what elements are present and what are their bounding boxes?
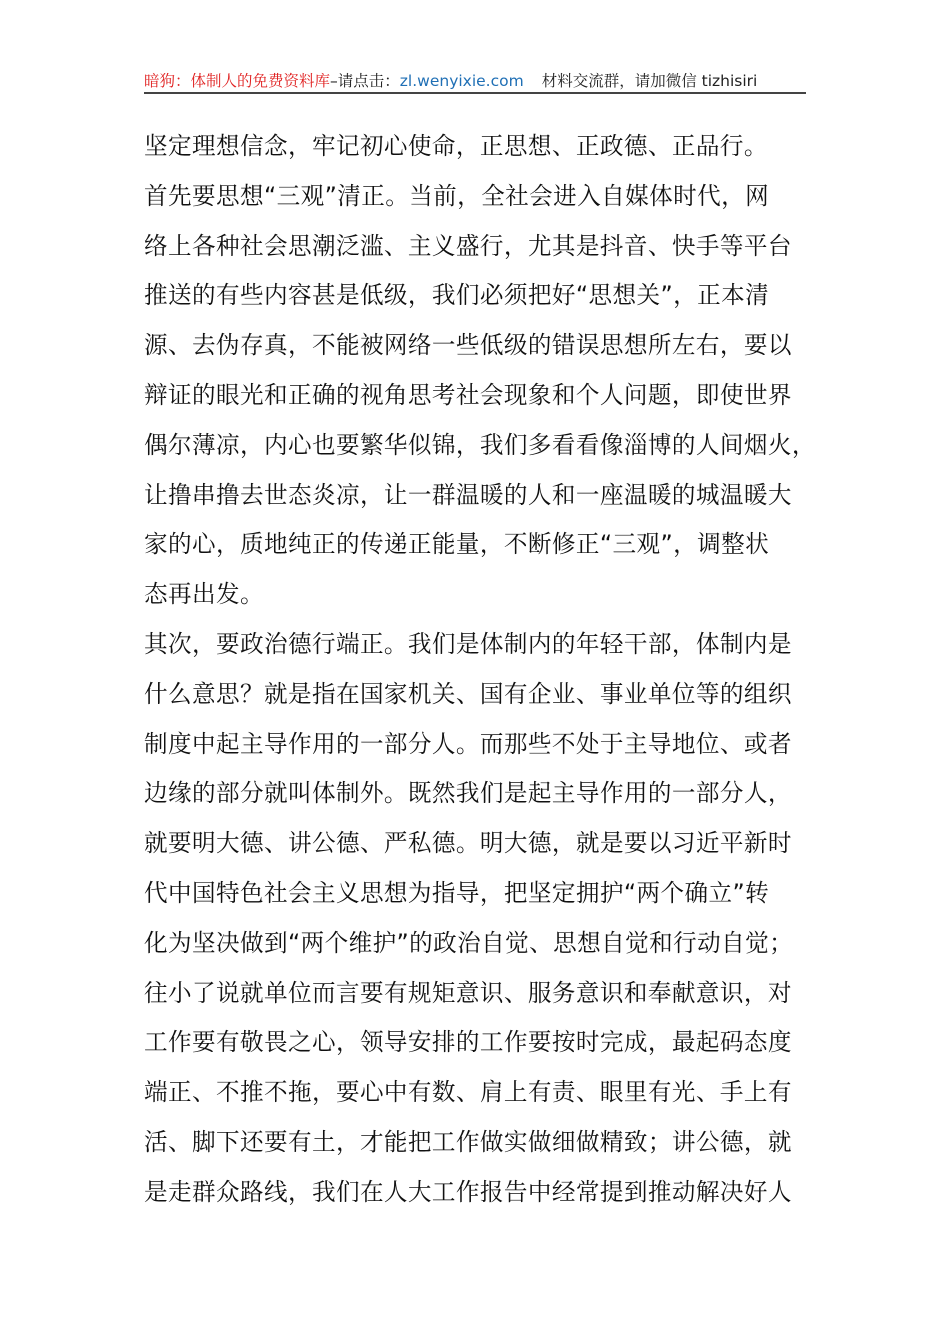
- text-line: 态再出发。: [144, 580, 264, 609]
- text-line: 首先要思想“三观”清正。当前，全社会进入自媒体时代，网: [144, 181, 770, 210]
- header-click-prompt: –请点击：: [330, 72, 400, 90]
- text-line: 偶尔薄凉，内心也要繁华似锦，我们多看看像淄博的人间烟火，: [144, 430, 816, 459]
- page-header: [144, 70, 806, 94]
- text-line: 往小了说就单位而言要有规矩意识、服务意识和奉献意识，对: [144, 978, 792, 1007]
- header-wechat-note: 材料交流群，请加微信 tizhisiri: [541, 72, 758, 90]
- text-line: 络上各种社会思潮泛滥、主义盛行，尤其是抖音、快手等平台: [144, 231, 792, 260]
- text-line: 活、脚下还要有土，才能把工作做实做细做精致；讲公德，就: [144, 1127, 792, 1156]
- text-line: 端正、不推不拖，要心中有数、肩上有责、眼里有光、手上有: [144, 1078, 792, 1107]
- text-line: 其次，要政治德行端正。我们是体制内的年轻干部，体制内是: [144, 629, 792, 658]
- text-line: 边缘的部分就叫体制外。既然我们是起主导作用的一部分人，: [144, 779, 792, 808]
- text-line: 辩证的眼光和正确的视角思考社会现象和个人问题，即使世界: [144, 380, 792, 409]
- text-line: 什么意思？就是指在国家机关、国有企业、事业单位等的组织: [144, 679, 792, 708]
- text-line: 推送的有些内容甚是低级，我们必须把好“思想关”，正本清: [144, 281, 770, 310]
- text-line: 工作要有敬畏之心，领导安排的工作要按时完成，最起码态度: [144, 1028, 792, 1057]
- text-line: 是走群众路线，我们在人大工作报告中经常提到推动解决好人: [144, 1177, 792, 1206]
- text-line: 让撸串撸去世态炎凉，让一群温暖的人和一座温暖的城温暖大: [144, 480, 792, 509]
- text-line: 坚定理想信念，牢记初心使命，正思想、正政德、正品行。: [144, 132, 768, 160]
- document-body: [144, 122, 824, 1218]
- text-line: 代中国特色社会主义思想为指导，把坚定拥护“两个确立”转: [144, 878, 770, 907]
- text-line: 制度中起主导作用的一部分人。而那些不处于主导地位、或者: [144, 729, 792, 758]
- header-url-link[interactable]: zl.wenyixie.com: [399, 72, 524, 90]
- text-line: 家的心，质地纯正的传递正能量，不断修正“三观”，调整状: [144, 530, 770, 559]
- text-line: 源、去伪存真，不能被网络一些低级的错误思想所左右，要以: [144, 331, 792, 360]
- text-line: 就要明大德、讲公德、严私德。明大德，就是要以习近平新时: [144, 829, 792, 858]
- text-line: 化为坚决做到“两个维护”的政治自觉、思想自觉和行动自觉；: [144, 928, 794, 957]
- header-brand: 暗狗：体制人的免费资料库: [144, 72, 331, 90]
